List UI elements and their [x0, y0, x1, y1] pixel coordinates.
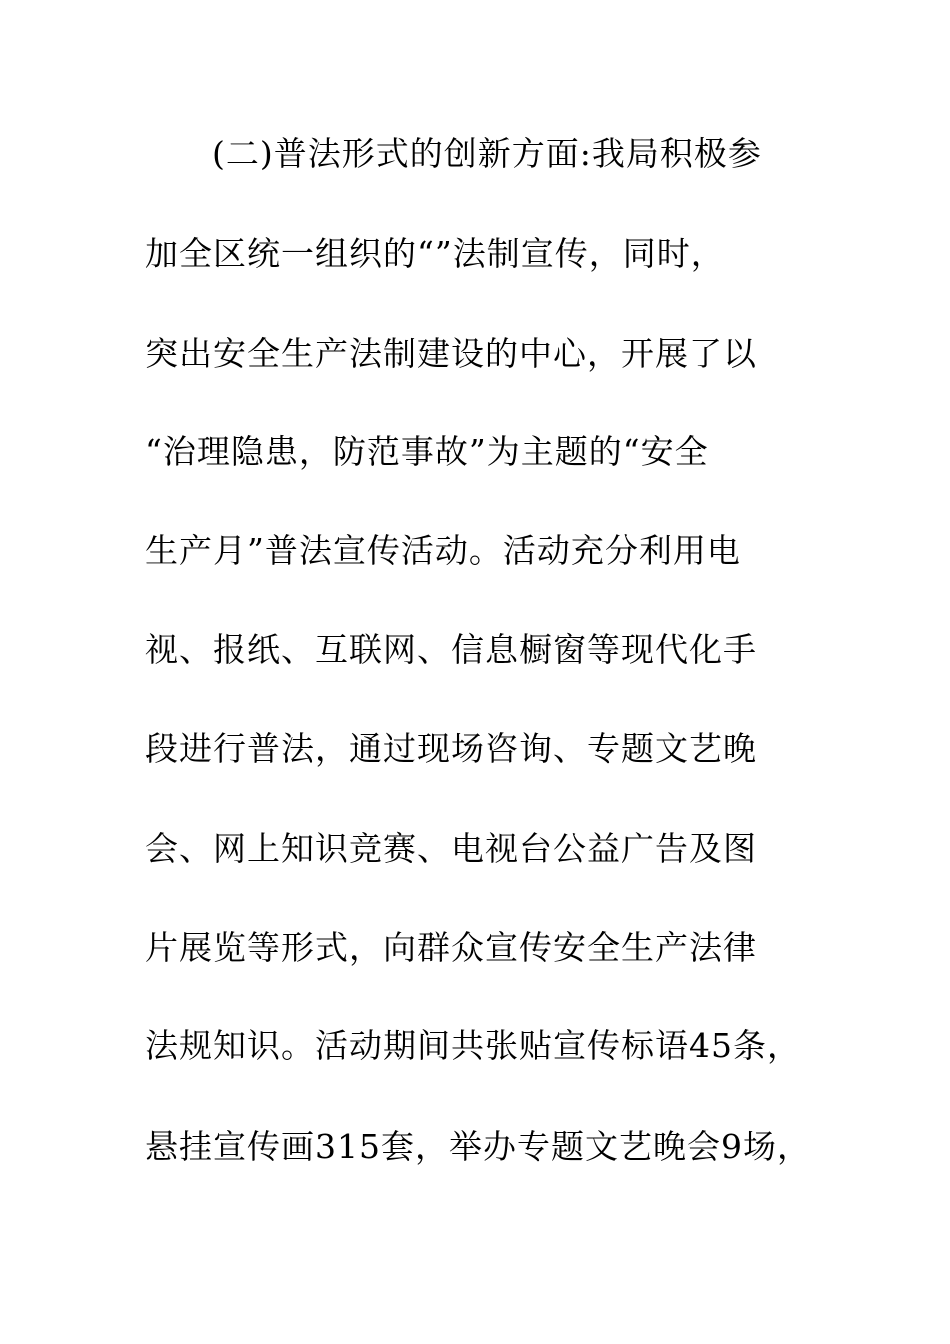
paragraph-line-4: “治理隐患，防范事故”为主题的“安全 [145, 432, 709, 471]
paragraph-line-9: 片展览等形式，向群众宣传安全生产法律 [145, 928, 757, 967]
paragraph-line-6: 视、报纸、互联网、信息橱窗等现代化手 [145, 630, 757, 669]
paragraph-line-1: (二)普法形式的创新方面:我局积极参 [212, 134, 762, 173]
paragraph-line-10: 法规知识。活动期间共张贴宣传标语45条， [145, 1026, 801, 1065]
paragraph-line-5: 生产月”普法宣传活动。活动充分利用电 [145, 531, 741, 570]
paragraph-line-11: 悬挂宣传画315套，举办专题文艺晚会9场， [145, 1127, 811, 1166]
paragraph-line-3: 突出安全生产法制建设的中心，开展了以 [145, 334, 757, 373]
paragraph-line-7: 段进行普法，通过现场咨询、专题文艺晚 [145, 729, 757, 768]
paragraph-line-2: 加全区统一组织的“”法制宣传，同时， [145, 234, 725, 273]
paragraph-line-8: 会、网上知识竞赛、电视台公益广告及图 [145, 829, 757, 868]
